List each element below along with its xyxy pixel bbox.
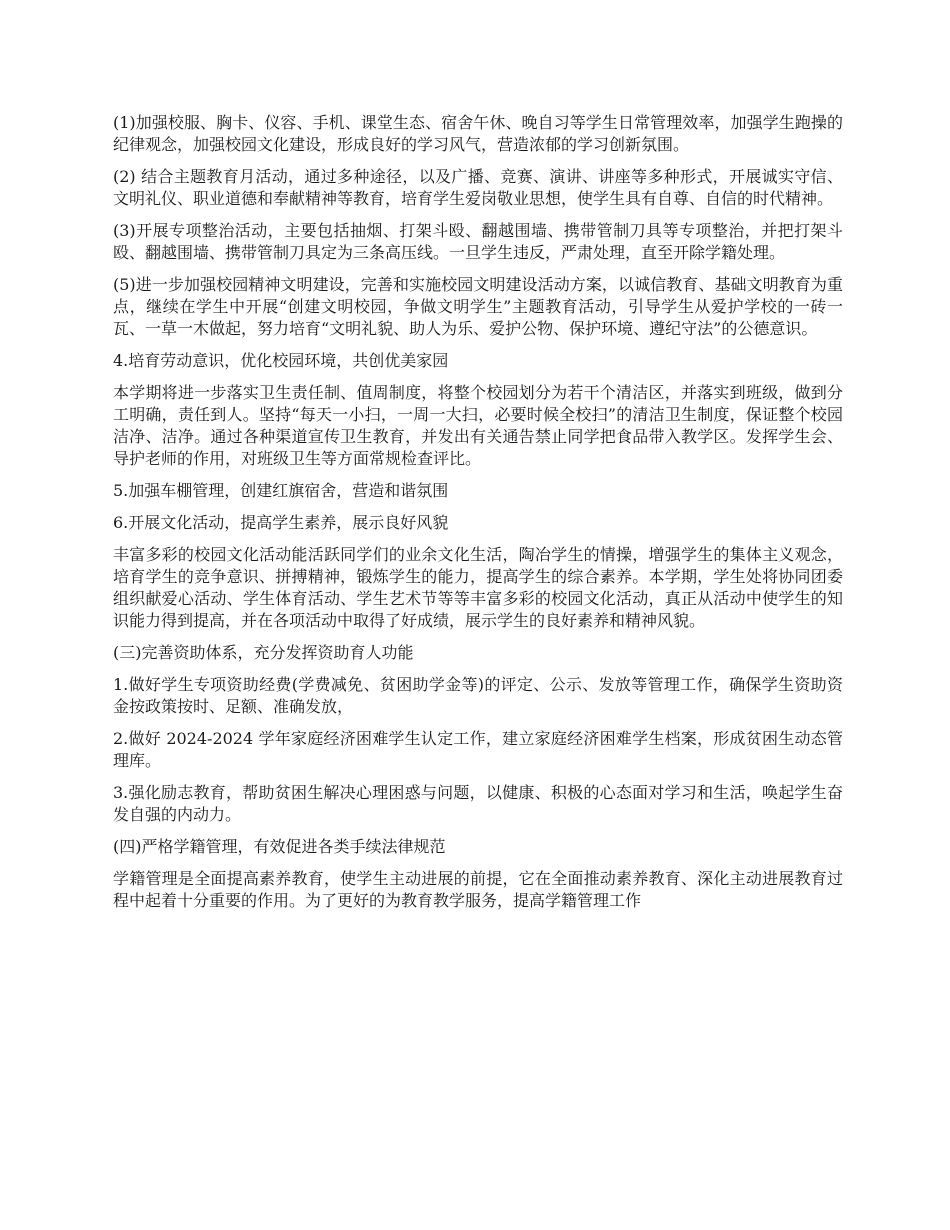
heading-bike-shed: 5.加强车棚管理，创建红旗宿舍，营造和谐氛围 [113,481,449,500]
paragraph-hygiene-system: 本学期将进一步落实卫生责任制、值周制度，将整个校园划分为若干个清洁区，并落实到班级，做到分工明确，责任到人。坚持“每天一小扫，一周一大扫，必要时候全校扫”的清洁卫生制度，保证整个校园洁净、洁净。通过各种渠道宣传卫生教育，并发出有关通告禁止同学把食品带入教学区。发挥学生会、导护老师的作用，对班级卫生等方面常规检查评比。 [113,383,843,468]
document-body [113,112,843,922]
paragraph-special-rectification: (3)开展专项整治活动，主要包括抽烟、打架斗殴、翻越围墙、携带管制刀具等专项整治，并把打架斗殴、翻越围墙、携带管制刀具定为三条高压线。一旦学生违反，严肃处理，直至开除学籍处理。 [113,221,843,262]
paragraph-motivation-education: 3.强化励志教育，帮助贫困生解决心理困惑与问题，以健康、积极的心态面对学习和生活，唤起学生奋发自强的内动力。 [113,783,843,824]
paragraph-uniform-management: (1)加强校服、胸卡、仪容、手机、课堂生态、宿舍午休、晚自习等学生日常管理效率，加强学生跑操的纪律观念，加强校园文化建设，形成良好的学习风气，营造浓郁的学习创新氛围。 [113,113,843,154]
paragraph-theme-education: (2) 结合主题教育月活动，通过多种途径，以及广播、竞赛、演讲、讲座等多种形式，开展诚实守信、文明礼仪、职业道德和奉献精神等教育，培育学生爱岗敬业思想，使学生具有自尊、自信的时代精神。 [113,167,843,208]
heading-cultural-activities: 6.开展文化活动，提高学生素养，展示良好风貌 [113,513,449,532]
heading-enrollment-management: (四)严格学籍管理，有效促进各类手续法律规范 [113,837,446,856]
paragraph-enrollment-management: 学籍管理是全面提高素养教育，使学生主动进展的前提，它在全面推动素养教育、深化主动进展教育过程中起着十分重要的作用。为了更好的为教育教学服务，提高学籍管理工作 [113,869,843,910]
paragraph-aid-identification: 2.做好 2024-2024 学年家庭经济困难学生认定工作，建立家庭经济困难学生档案，形成贫困生动态管理库。 [113,729,843,770]
paragraph-civilization-building: (5)进一步加强校园精神文明建设，完善和实施校园文明建设活动方案，以诚信教育、基础文明教育为重点，继续在学生中开展“创建文明校园，争做文明学生”主题教育活动，引导学生从爱护学校的一砖一瓦、一草一木做起，努力培育“文明礼貌、助人为乐、爱护公物、保护环境、遵纪守法”的公德意识。 [113,275,843,338]
paragraph-campus-culture: 丰富多彩的校园文化活动能活跃同学们的业余文化生活，陶冶学生的情操，增强学生的集体主义观念，培育学生的竞争意识、拼搏精神，锻炼学生的能力，提高学生的综合素养。本学期，学生处将协同团委组织献爱心活动、学生体育活动、学生艺术节等等丰富多彩的校园文化活动，真正从活动中使学生的知识能力得到提高，并在各项活动中取得了好成绩，展示学生的良好素养和精神风貌。 [113,545,843,630]
paragraph-aid-funds: 1.做好学生专项资助经费(学费减免、贫困助学金等)的评定、公示、发放等管理工作，确保学生资助资金按政策按时、足额、准确发放， [113,675,843,716]
heading-labor-awareness: 4.培育劳动意识，优化校园环境，共创优美家园 [113,351,449,370]
heading-financial-aid: (三)完善资助体系，充分发挥资助育人功能 [113,643,414,662]
